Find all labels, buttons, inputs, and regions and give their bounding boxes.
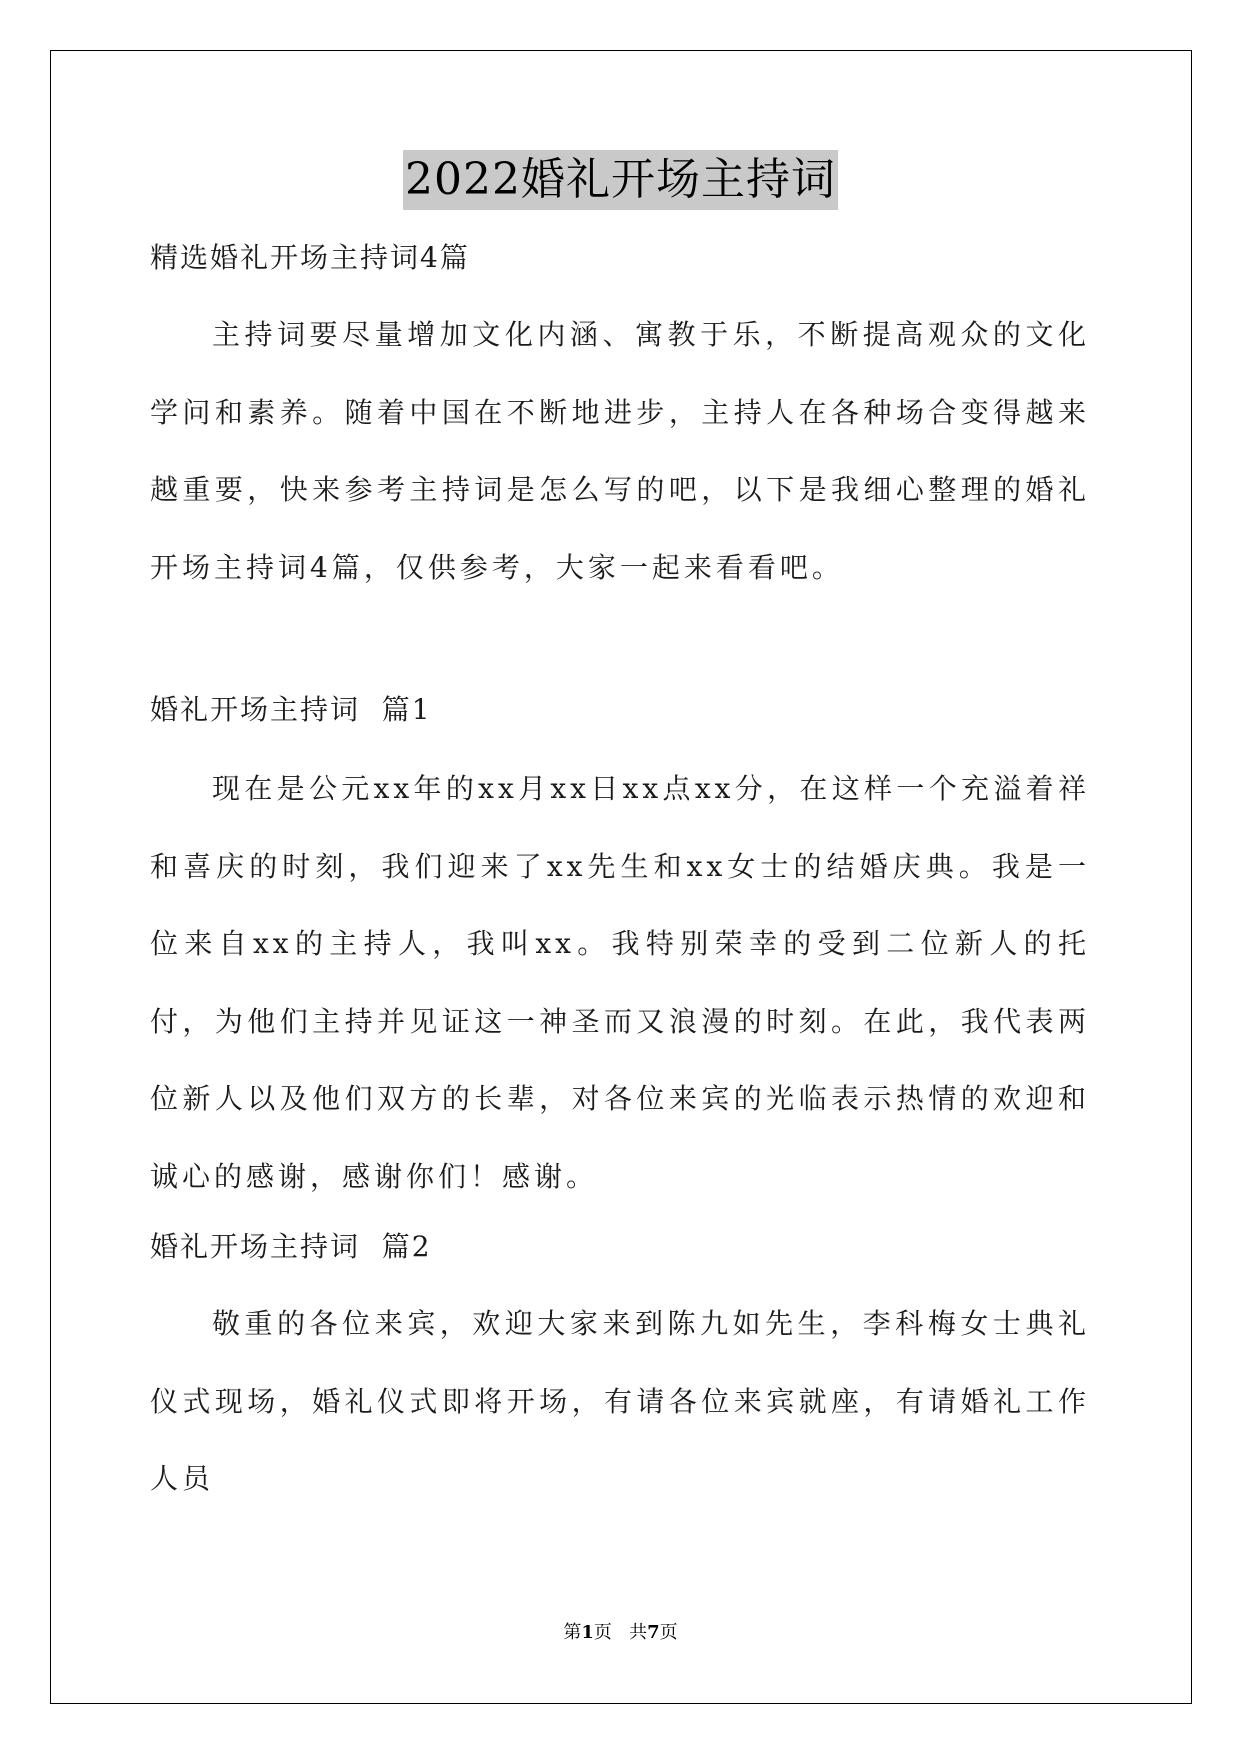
footer-page-prefix: 第 (563, 1622, 582, 1643)
document-title: 2022婚礼开场主持词 (403, 150, 838, 210)
section-2-paragraph: 敬重的各位来宾，欢迎大家来到陈九如先生，李科梅女士典礼仪式现场，婚礼仪式即将开场，有请各位来宾就座，有请婚礼工作人员 (150, 1307, 1090, 1495)
footer-total-suffix: 页 (659, 1622, 678, 1643)
footer-total-prefix: 共 (629, 1622, 648, 1643)
intro-paragraph: 主持词要尽量增加文化内涵、寓教于乐，不断提高观众的文化学问和素养。随着中国在不断地进步，主持人在各种场合变得越来越重要，快来参考主持词是怎么写的吧，以下是我细心整理的婚礼开场主持词4篇，仅供参考，大家一起来看看吧。 (150, 318, 1090, 584)
document-body (150, 232, 1090, 1518)
section-2-heading: 婚礼开场主持词 篇2 (150, 1230, 432, 1263)
footer-page-suffix: 页 (593, 1622, 612, 1643)
intro-heading: 精选婚礼开场主持词4篇 (150, 241, 470, 274)
footer-page-number: 1 (581, 1622, 594, 1643)
page-footer (0, 1618, 1241, 1644)
section-1-paragraph: 现在是公元xx年的xx月xx日xx点xx分，在这样一个充溢着祥和喜庆的时刻，我们迎来了xx先生和xx女士的结婚庆典。我是一位来自xx的主持人，我叫xx。我特别荣幸的受到二位新人的托付，为他们主持并见证这一神圣而又浪漫的时刻。在此，我代表两位新人以及他们双方的长辈，对各位来宾的光临表示热情的欢迎和诚心的感谢，感谢你们！感谢。 (150, 772, 1090, 1193)
footer-total-pages: 7 (647, 1622, 660, 1643)
section-1-heading: 婚礼开场主持词 篇1 (150, 693, 432, 726)
title-container (0, 150, 1241, 210)
